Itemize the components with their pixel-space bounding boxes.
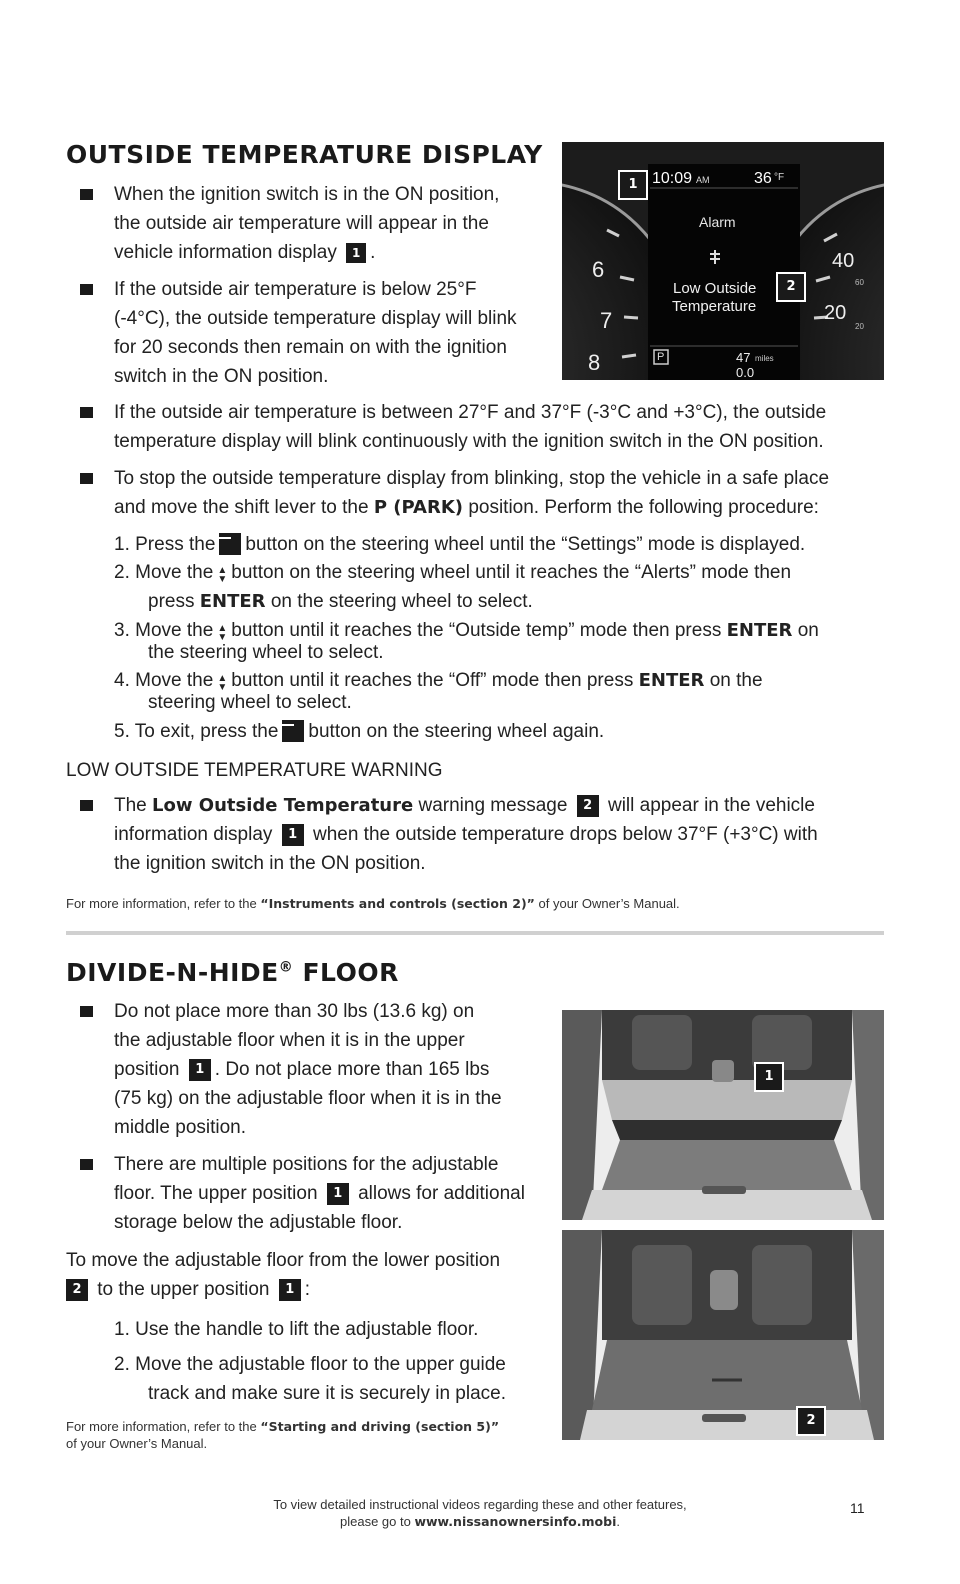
enter-label: ENTER — [638, 670, 705, 691]
cluster-message-line1: Low Outside — [673, 280, 757, 297]
footer-text: To view detailed instructional videos regarding these and other features, — [273, 1497, 687, 1512]
bullet-multiple-positions — [66, 1150, 566, 1237]
bullet-between-27-37 — [66, 398, 896, 456]
callout-badge: 1 — [327, 1183, 349, 1205]
cargo-lower-illustration — [562, 1230, 884, 1440]
bullet-ignition-on: When the ignition switch is in the ON position, the outside air temperature will appear in the vehicle information display 1 . — [66, 180, 556, 267]
step-text: on the steering wheel to select. — [270, 591, 533, 612]
bullet-text: position. Perform the following procedure: — [468, 497, 819, 518]
bullet-text: If the outside air temperature is between 27°F and 37°F (-3°C and +3°C), the outside — [114, 402, 827, 423]
step-text: button until it reaches the “Outside temp” mode then press — [231, 620, 722, 641]
bullet-text: storage below the adjustable floor. — [114, 1212, 403, 1233]
step-text: button until it reaches the “Off” mode then press — [231, 670, 634, 691]
note-text: of your Owner’s Manual. — [66, 1436, 208, 1451]
tach-label-6: 6 — [592, 257, 605, 282]
floor-step-1: 1. Use the handle to lift the adjustable floor. — [114, 1319, 479, 1340]
step-text: 3. Move the — [114, 620, 214, 641]
callout-badge: 1 — [618, 170, 648, 200]
section-divider — [66, 931, 884, 935]
callout-badge: 1 — [346, 243, 366, 263]
warning-name: Low Outside Temperature — [152, 795, 414, 816]
bullet-text: will appear in the vehicle — [607, 795, 815, 816]
cluster-temp: 36 — [754, 170, 772, 187]
reference-note-starting-driving — [66, 1418, 556, 1452]
bullet-text: information display — [114, 824, 273, 845]
callout-badge: 1 — [279, 1279, 301, 1301]
step-text: 2. Move the — [114, 562, 214, 583]
cluster-ampm: AM — [696, 175, 710, 185]
cluster-gear: P — [657, 351, 665, 363]
up-down-arrow-icon: ▲ ▼ — [217, 673, 228, 693]
up-down-arrow-icon: ▲ ▼ — [217, 623, 228, 643]
reference-note-instruments — [66, 895, 680, 912]
title-text: FLOOR — [302, 958, 399, 987]
cluster-alarm-label: Alarm — [699, 214, 736, 230]
cluster-time: 10:09 — [652, 170, 693, 187]
step-4-continued: steering wheel to select. — [148, 692, 352, 713]
floor-step-2: 2. Move the adjustable floor to the upper guide — [114, 1354, 506, 1375]
step-text: 1. Press the — [114, 534, 216, 555]
page-number: 11 — [850, 1500, 865, 1516]
body-text: To move the adjustable floor from the lower position — [66, 1250, 501, 1271]
bullet-text: when the outside temperature drops below 37°F (+3°C) with — [312, 824, 818, 845]
step-text: 4. Move the — [114, 670, 214, 691]
step-4 — [114, 670, 763, 692]
footer-website-link[interactable]: www.nissanownersinfo.mobi — [414, 1514, 617, 1529]
footer-text: please go to — [339, 1514, 411, 1529]
bullet-text: To stop the outside temperature display from blinking, stop the vehicle in a safe place — [114, 468, 830, 489]
title-text: DIVIDE-N-HIDE — [66, 958, 279, 987]
step-3 — [114, 620, 819, 642]
step-text: press — [148, 591, 195, 612]
step-text: 5. To exit, press the — [114, 721, 279, 742]
up-down-arrow-icon: ▲ ▼ — [217, 565, 228, 585]
cargo-floor-lower-image — [562, 1230, 884, 1440]
enter-label: ENTER — [726, 620, 793, 641]
cluster-trip: 0.0 — [736, 365, 755, 380]
bullet-weight-limits — [66, 997, 566, 1142]
floor-step-2-continued: track and make sure it is securely in place. — [148, 1383, 506, 1404]
footer-text: . — [616, 1514, 620, 1529]
bullet-text: and move the shift lever to the — [114, 497, 369, 518]
section-title-outside-temp: OUTSIDE TEMPERATURE DISPLAY — [66, 140, 543, 169]
step-text: button on the steering wheel until it reaches the “Alerts” mode then — [231, 562, 792, 583]
callout-badge: 1 — [282, 824, 304, 846]
step-1 — [114, 533, 805, 556]
bullet-text: the outside air temperature will appear in the — [114, 213, 489, 234]
body-text: : — [304, 1279, 311, 1300]
step-2-continued — [148, 591, 533, 613]
bullet-text: . Do not place more than 165 lbs — [214, 1059, 490, 1080]
callout-badge: 1 — [754, 1062, 784, 1092]
bullet-text: warning message — [418, 795, 568, 816]
cargo-floor-upper-image — [562, 1010, 884, 1220]
bullet-text: temperature display will blink continuously with the ignition switch in the ON position. — [114, 431, 824, 452]
enter-label: ENTER — [199, 591, 266, 612]
cluster-miles-unit: miles — [755, 354, 774, 363]
speed-label-60-small: 60 — [855, 278, 864, 287]
step-text: on the — [709, 670, 763, 691]
bullet-text: the ignition switch in the ON position. — [114, 853, 426, 874]
bullet-text: the adjustable floor when it is in the upper — [114, 1030, 465, 1051]
bullet-text: position — [114, 1059, 180, 1080]
speed-label-20-small: 20 — [855, 322, 864, 331]
bullet-text: for 20 seconds then remain on with the ignition — [114, 337, 507, 358]
cluster-message-line2: Temperature — [672, 298, 757, 315]
bullet-text: middle position. — [114, 1117, 247, 1138]
bullet-text: The — [114, 795, 147, 816]
display-button-icon — [219, 533, 241, 555]
instrument-cluster-image — [562, 142, 884, 380]
bullet-text: (-4°C), the outside temperature display will blink — [114, 308, 517, 329]
step-text: on — [797, 620, 819, 641]
step-3-continued: the steering wheel to select. — [148, 642, 384, 663]
step-text: button on the steering wheel again. — [308, 721, 605, 742]
bullet-text: allows for additional — [358, 1183, 525, 1204]
note-text: For more information, refer to the — [66, 896, 257, 911]
low-temp-warning-heading: LOW OUTSIDE TEMPERATURE WARNING — [66, 760, 443, 781]
callout-badge: 2 — [796, 1406, 826, 1436]
speed-label-40: 40 — [832, 250, 855, 272]
note-section-ref: “Instruments and controls (section 2)” — [260, 896, 535, 911]
display-button-icon — [282, 720, 304, 742]
note-text: For more information, refer to the — [66, 1419, 257, 1434]
move-floor-intro — [66, 1246, 566, 1304]
speed-label-20: 20 — [824, 302, 847, 324]
callout-badge: 2 — [577, 795, 599, 817]
callout-badge: 2 — [66, 1279, 88, 1301]
park-label: P (PARK) — [373, 497, 464, 518]
cluster-miles: 47 — [736, 350, 751, 365]
bullet-text: Do not place more than 30 lbs (13.6 kg) on — [114, 1001, 475, 1022]
step-5 — [114, 720, 604, 743]
bullet-text: floor. The upper position — [114, 1183, 318, 1204]
step-text: button on the steering wheel until the “Settings” mode is displayed. — [245, 534, 806, 555]
bullet-text: If the outside air temperature is below 25°F — [114, 279, 477, 300]
tach-label-8: 8 — [588, 350, 601, 375]
bullet-text: There are multiple positions for the adjustable — [114, 1154, 499, 1175]
cargo-upper-illustration — [562, 1010, 884, 1220]
bullet-text: switch in the ON position. — [114, 366, 329, 387]
note-text: of your Owner’s Manual. — [538, 896, 680, 911]
bullet-text: vehicle information display — [114, 242, 337, 263]
note-section-ref: “Starting and driving (section 5)” — [260, 1419, 500, 1434]
bullet-text: When the ignition switch is in the ON position, — [114, 184, 500, 205]
step-2 — [114, 562, 791, 584]
bullet-stop-blinking — [66, 464, 896, 522]
body-text: to the upper position — [97, 1279, 270, 1300]
callout-badge: 1 — [189, 1059, 211, 1081]
registered-mark: ® — [278, 959, 294, 976]
bullet-low-temp-warning — [66, 791, 896, 878]
section-title-divide-n-hide — [66, 958, 399, 987]
callout-badge: 2 — [776, 272, 806, 302]
bullet-below-25 — [66, 275, 556, 391]
bullet-text: (75 kg) on the adjustable floor when it is in the — [114, 1088, 502, 1109]
tach-label-7: 7 — [600, 308, 613, 333]
footer-video-note — [0, 1496, 960, 1530]
cluster-temp-unit: °F — [774, 172, 785, 183]
